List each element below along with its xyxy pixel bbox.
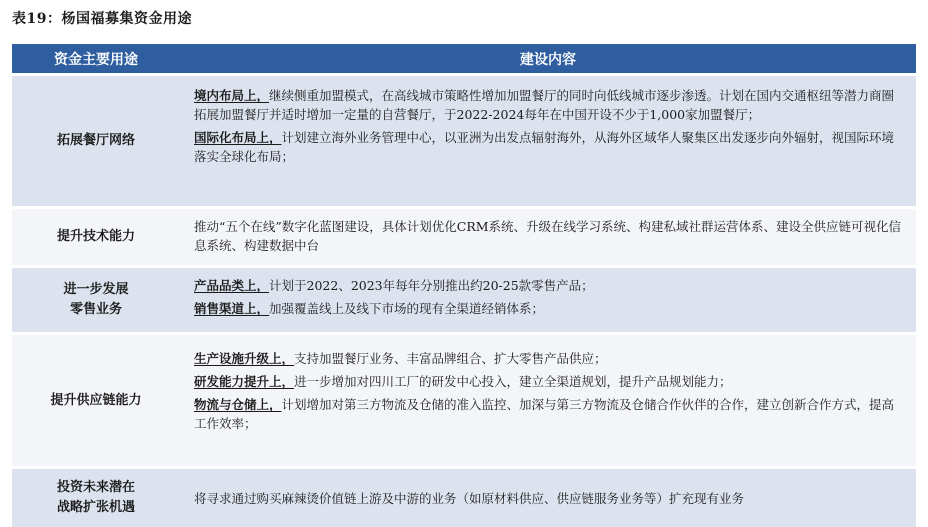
- content-cell: [180, 335, 916, 466]
- content-paragraph: [194, 128, 906, 166]
- paragraph-label: 生产设施升级上，: [194, 351, 295, 366]
- content-paragraph: [194, 349, 906, 368]
- header-content: 建设内容: [520, 51, 576, 68]
- paragraph-text: 进一步增加对四川工厂的研发中心投入，建立全渠道规划，提升产品规划能力；: [294, 374, 732, 389]
- header-purpose: 资金主要用途: [54, 51, 138, 68]
- paragraph-label: 物流与仓储上，: [194, 397, 282, 412]
- table-caption: 表19：杨国福募集资金用途: [12, 11, 192, 27]
- paragraph-text: 支持加盟餐厅业务、丰富品牌组合、扩大零售产品供应；: [294, 351, 607, 366]
- content-paragraph: [194, 395, 906, 433]
- table-row: [12, 206, 916, 265]
- paragraph-label: 国际化布局上，: [194, 130, 282, 145]
- content-paragraph: [194, 86, 906, 124]
- table-row: [12, 73, 916, 206]
- content-cell: [180, 209, 916, 265]
- paragraph-text: 将寻求通过购买麻辣烫价值链上游及中游的业务（如原材料供应、供应链服务业务等）扩充现有业务: [194, 490, 745, 506]
- paragraph-label: 境内布局上，: [194, 88, 270, 103]
- table-row: [12, 332, 916, 466]
- table-header: [12, 44, 916, 73]
- paragraph-label: 产品品类上，: [194, 278, 270, 293]
- paragraph-label: 销售渠道上，: [194, 301, 270, 316]
- paragraph-text: 计划于2022、2023年每年分别推出约20-25款零售产品；: [269, 278, 594, 293]
- paragraph-text: 继续侧重加盟模式，在高线城市策略性增加加盟餐厅的同时向低线城市逐步渗透。计划在国内交通枢纽等潜力商圈拓展加盟餐厅并适时增加一定量的自营餐厅，于2022-2024每年在中国开设不少于1,000家加盟餐厅；: [194, 88, 895, 122]
- paragraph-text: 加强覆盖线上及线下市场的现有全渠道经销体系；: [269, 301, 545, 316]
- paragraph-label: 研发能力提升上，: [194, 374, 295, 389]
- table-row: [12, 466, 916, 527]
- purpose-cell: 提升技术能力: [12, 209, 180, 265]
- content-paragraph: [194, 489, 744, 508]
- purpose-cell: 进一步发展 零售业务: [12, 268, 180, 332]
- table-row: [12, 265, 916, 332]
- content-paragraph: [194, 217, 906, 255]
- purpose-cell: 拓展餐厅网络: [12, 76, 180, 206]
- content-cell: [180, 76, 916, 206]
- paragraph-text: 计划建立海外业务管理中心，以亚洲为出发点辐射海外，从海外区域华人聚集区出发逐步向外辐射，视国际环境落实全球化布局；: [194, 130, 895, 164]
- content-paragraph: [194, 299, 906, 318]
- content-paragraph: [194, 372, 906, 391]
- fund-usage-table: [12, 44, 916, 527]
- purpose-cell: 提升供应链能力: [12, 335, 180, 466]
- purpose-cell: 投资未来潜在 战略扩张机遇: [12, 469, 180, 527]
- content-paragraph: [194, 276, 906, 295]
- paragraph-text: 计划增加对第三方物流及仓储的准入监控、加深与第三方物流及仓储合作伙伴的合作，建立创新合作方式，提高工作效率；: [194, 397, 895, 431]
- content-cell: [180, 469, 916, 527]
- paragraph-text: 推动“五个在线”数字化蓝图建设，具体计划优化CRM系统、升级在线学习系统、构建私域社群运营体系、建设全供应链可视化信息系统、构建数据中台: [194, 219, 902, 253]
- content-cell: [180, 268, 916, 332]
